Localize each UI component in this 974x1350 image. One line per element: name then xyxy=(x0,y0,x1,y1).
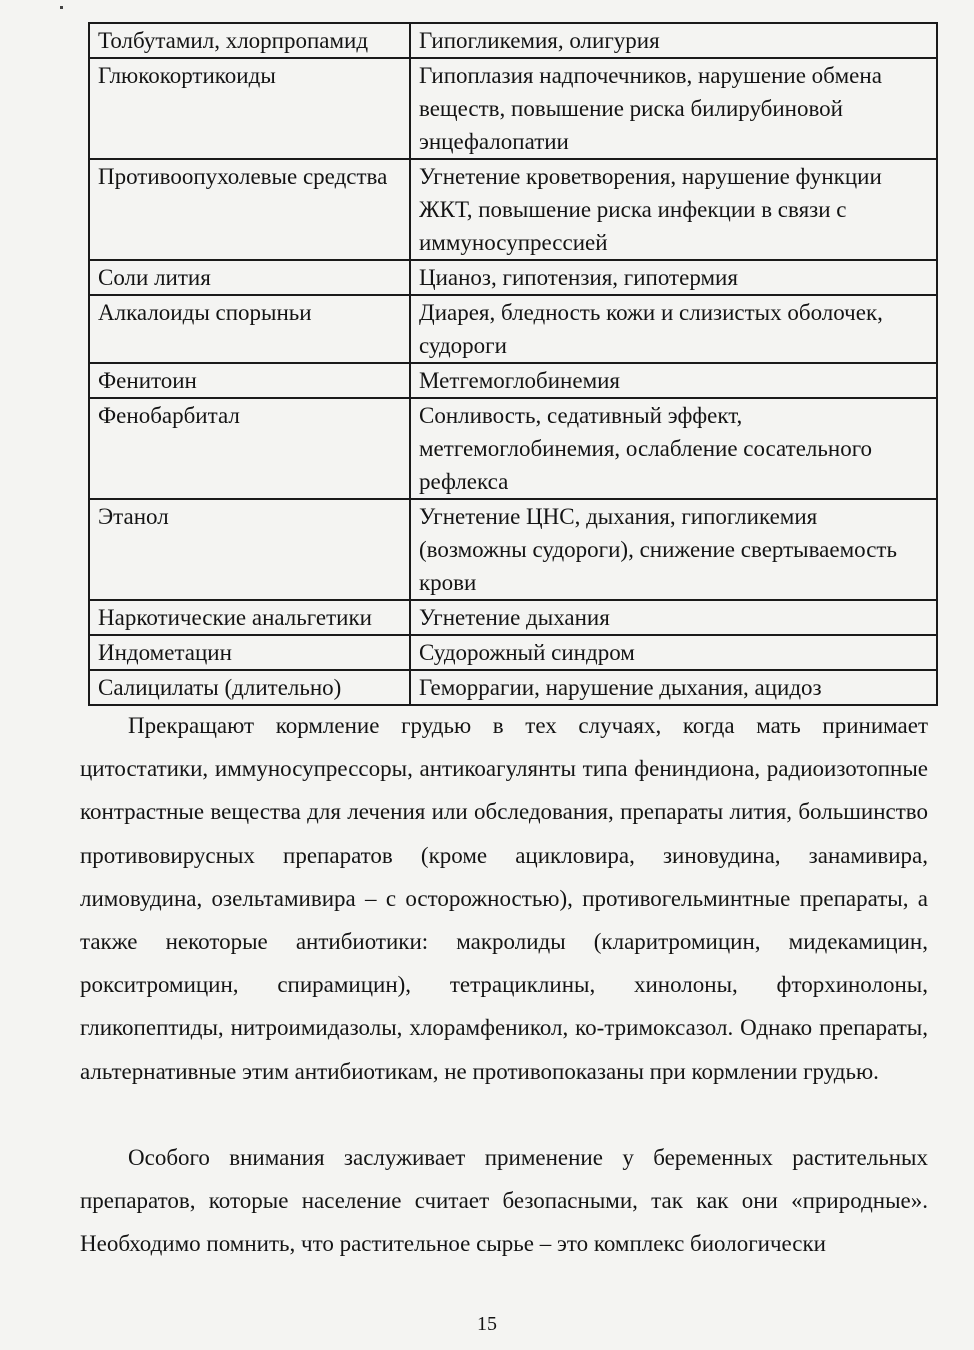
effect-cell: Судорожный синдром xyxy=(410,635,937,670)
drug-cell: Толбутамил, хлорпропамид xyxy=(89,23,410,58)
table-row xyxy=(89,159,937,260)
drug-cell: Фенитоин xyxy=(89,363,410,398)
table-row xyxy=(89,363,937,398)
table-row xyxy=(89,295,937,363)
effect-cell: Угнетение ЦНС, дыхания, гипогликемия (возможны судороги), снижение свертываемость крови xyxy=(410,499,937,600)
scan-speck xyxy=(60,6,63,9)
table-row xyxy=(89,23,937,58)
table-row xyxy=(89,600,937,635)
page-number: 15 xyxy=(477,1313,497,1335)
effect-cell: Угнетение кроветворения, нарушение функции ЖКТ, повышение риска инфекции в связи с иммуносупрессией xyxy=(410,159,937,260)
drug-cell: Этанол xyxy=(89,499,410,600)
body-paragraph-breastfeeding: Прекращают кормление грудью в тех случаях, когда мать принимает цитостатики, иммуносупрессоры, антикоагулянты типа фениндиона, радиоизотопные контрастные вещества для лечения или обследования, препараты лития, большинство противовирусных препаратов (кроме ацикловира, зиновудина, занамивира, лимовудина, озельтамивира – с осторожностью), противогельминтные препараты, а также некоторые антибиотики: макролиды (кларитромицин, мидекамицин, рокситромицин, спирамицин), тетрациклины, хинолоны, фторхинолоны, гликопептиды, нитроимидазолы, хлорамфеникол, ко-тримоксазол. Однако препараты, альтернативные этим антибиотикам, не противопоказаны при кормлении грудью. xyxy=(80,713,928,1084)
table-row xyxy=(89,260,937,295)
drug-cell: Соли лития xyxy=(89,260,410,295)
table-row xyxy=(89,58,937,159)
drug-cell: Фенобарбитал xyxy=(89,398,410,499)
effect-cell: Метгемоглобинемия xyxy=(410,363,937,398)
drug-cell: Алкалоиды спорыньи xyxy=(89,295,410,363)
drug-cell: Индометацин xyxy=(89,635,410,670)
effect-cell: Сонливость, седативный эффект, метгемоглобинемия, ослабление сосательного рефлекса xyxy=(410,398,937,499)
table-row xyxy=(89,670,937,705)
table-row xyxy=(89,398,937,499)
drug-cell: Наркотические анальгетики xyxy=(89,600,410,635)
table-row xyxy=(89,499,937,600)
effect-cell: Диарея, бледность кожи и слизистых оболочек, судороги xyxy=(410,295,937,363)
effect-cell: Угнетение дыхания xyxy=(410,600,937,635)
effect-cell: Цианоз, гипотензия, гипотермия xyxy=(410,260,937,295)
table-row xyxy=(89,635,937,670)
drug-cell: Противоопухолевые средства xyxy=(89,159,410,260)
drug-cell: Глюкокортикоиды xyxy=(89,58,410,159)
drug-cell: Салицилаты (длительно) xyxy=(89,670,410,705)
body-paragraph-herbal: Особого внимания заслуживает применение у беременных растительных препаратов, которые население считает безопасными, так как они «природные». Необходимо помнить, что растительное сырье – это комплекс биологически xyxy=(80,1145,928,1257)
effect-cell: Гипоплазия надпочечников, нарушение обмена веществ, повышение риска билирубиновой энцефалопатии xyxy=(410,58,937,159)
effect-cell: Гипогликемия, олигурия xyxy=(410,23,937,58)
effect-cell: Геморрагии, нарушение дыхания, ацидоз xyxy=(410,670,937,705)
drug-effects-table xyxy=(88,22,938,706)
